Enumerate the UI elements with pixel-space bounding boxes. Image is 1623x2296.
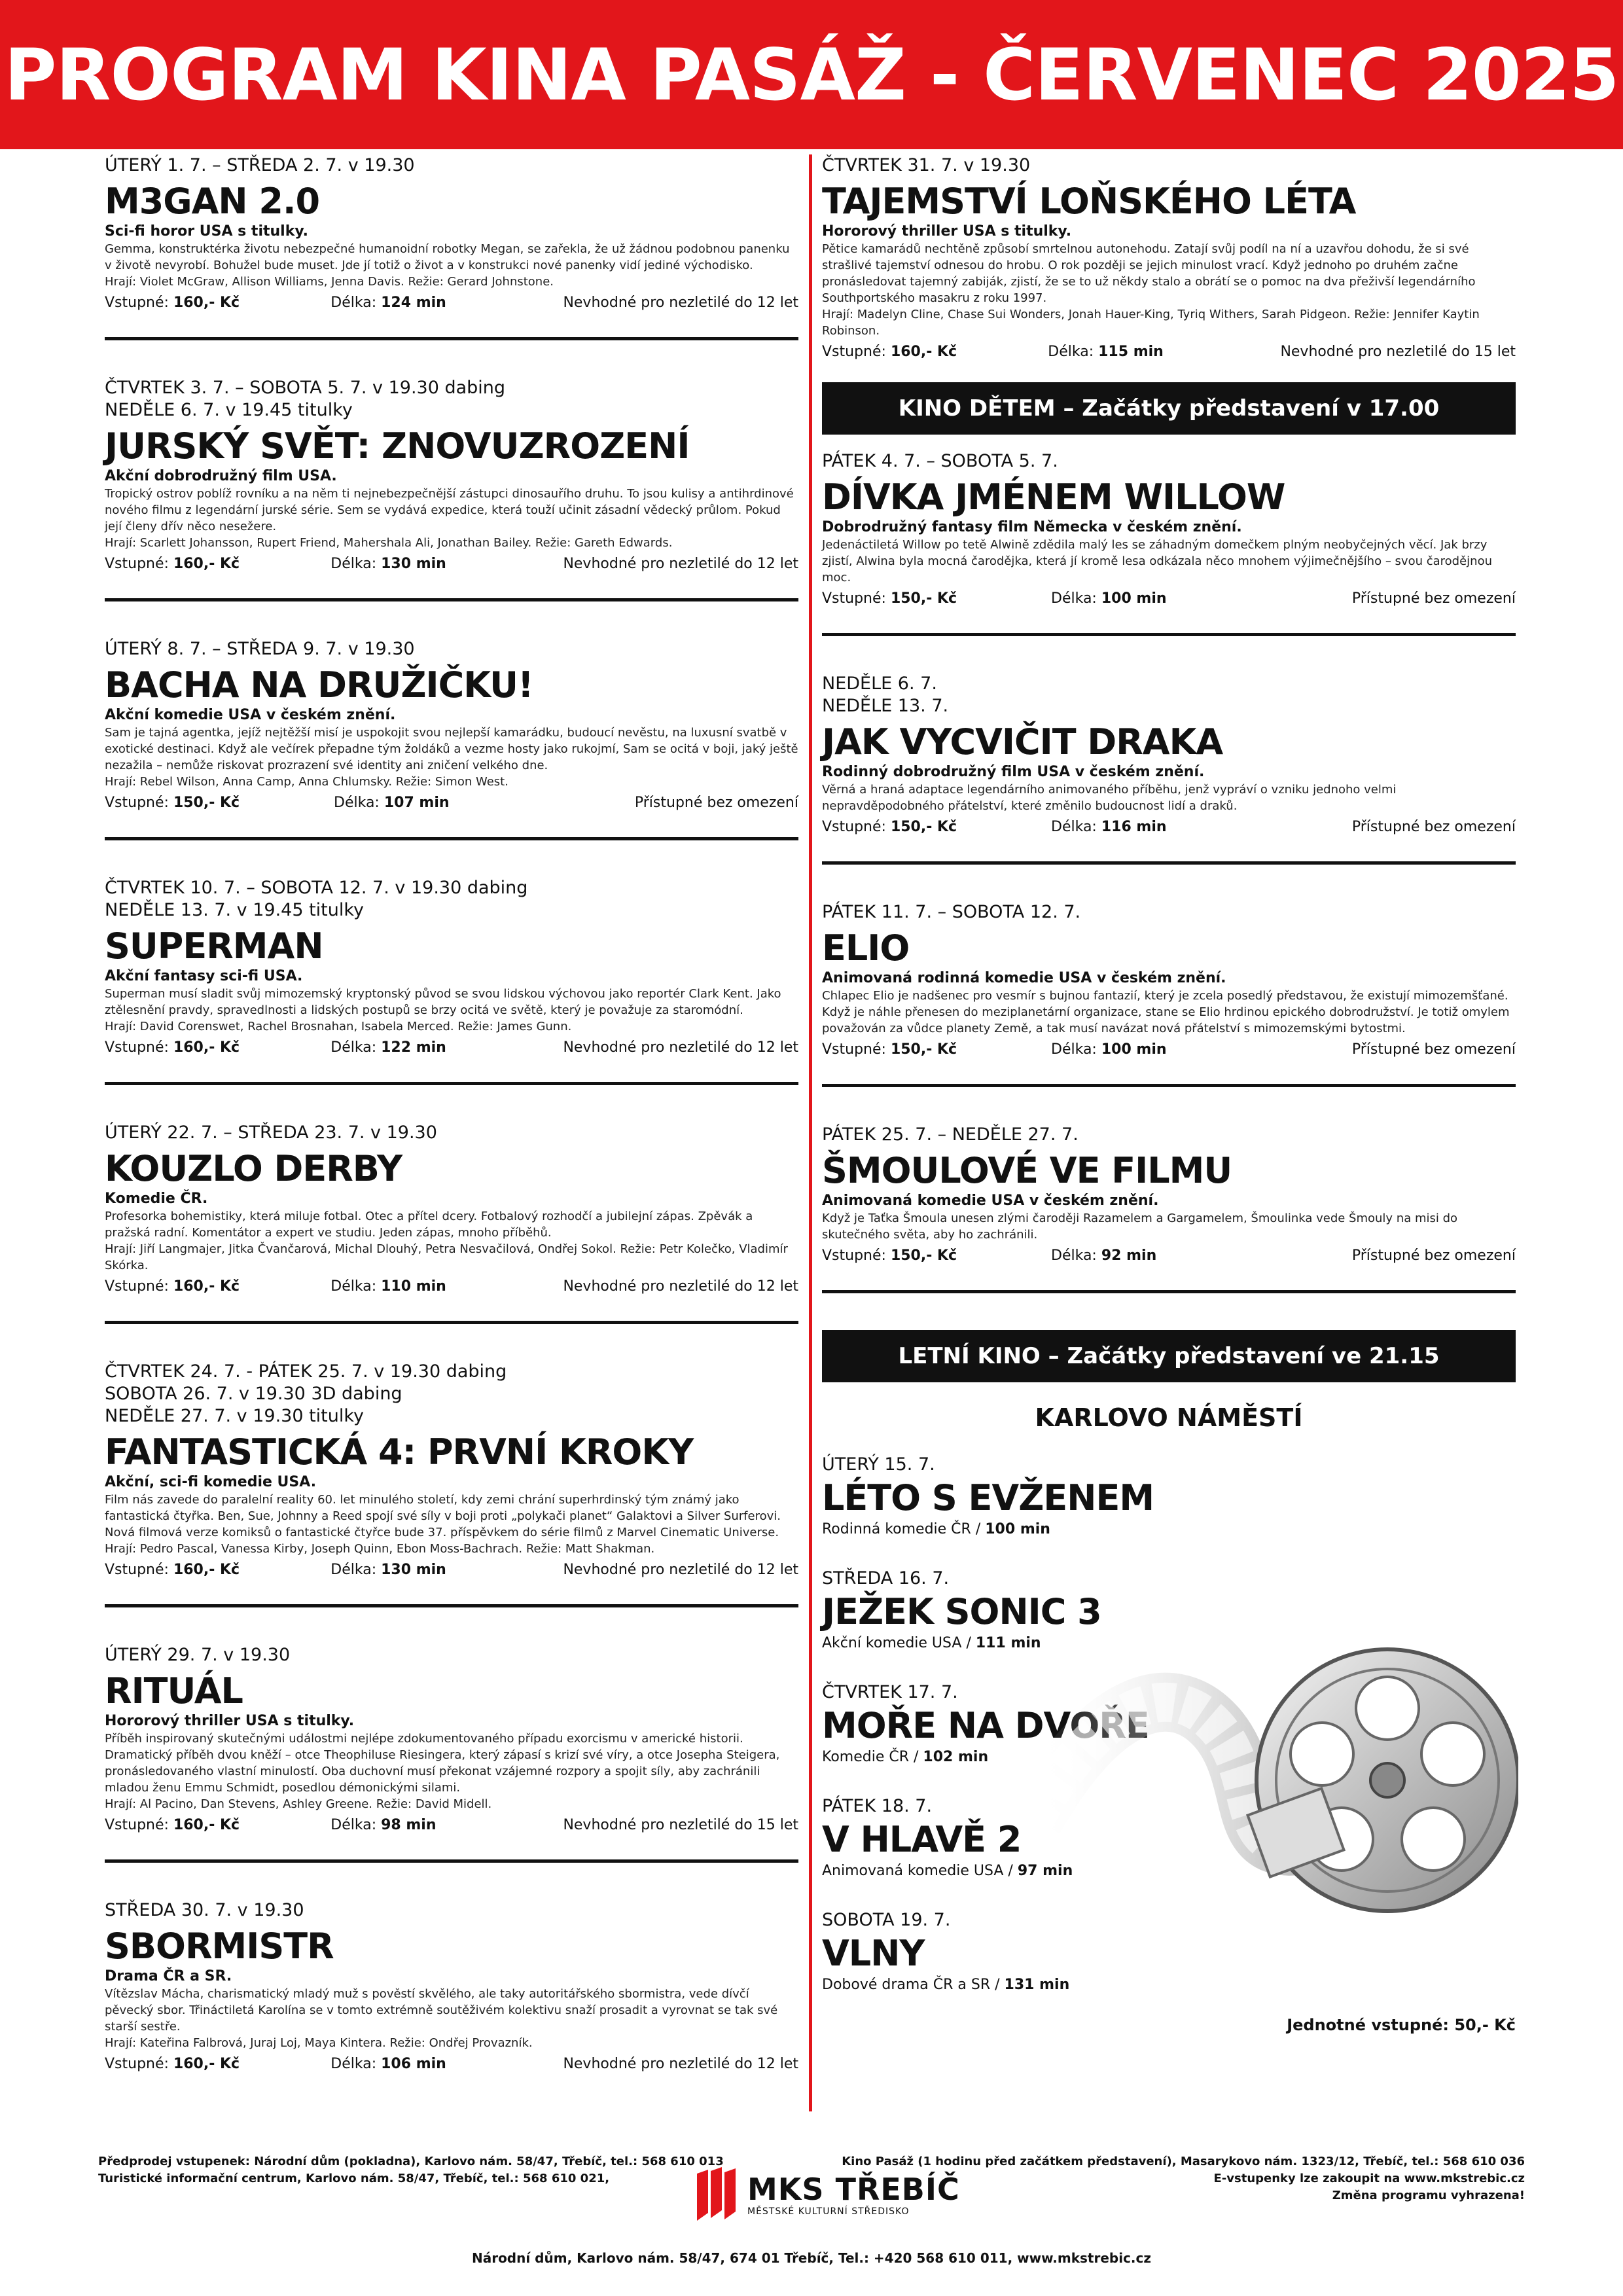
film-age-rating: Nevhodné pro nezletilé do 12 let: [563, 2056, 798, 2072]
price-value: 160,- Kč: [890, 344, 957, 360]
film-entry: [822, 1124, 1516, 1293]
film-entry: [822, 673, 1516, 865]
film-price: [105, 554, 330, 575]
film-length: [1051, 1039, 1287, 1060]
film-age-rating: Přístupné bez omezení: [1351, 1041, 1516, 1058]
section-rule: [105, 1859, 798, 1863]
film-dates: [105, 1899, 798, 1922]
film-date-line: NEDĚLE 27. 7. v 19.30 titulky: [105, 1406, 365, 1426]
film-meta: [105, 1815, 798, 1836]
price-value: 160,- Kč: [173, 1817, 240, 1833]
film-cast: Hrají: Madelyn Cline, Chase Sui Wonders, Jonah Hauer-King, Tyriq Withers, Sarah Pidgeon. Režie: Jennifer Kaytin Robinson.: [822, 308, 1480, 338]
film-length: [1048, 342, 1280, 363]
summer-genre: Dobové drama ČR a SR /: [822, 1977, 1005, 1993]
price-value: 160,- Kč: [173, 1278, 240, 1295]
film-meta: [105, 554, 798, 575]
film-reel-icon: [1021, 1623, 1518, 1990]
film-price: [105, 2054, 330, 2075]
film-dates: [822, 450, 1516, 473]
length-value: 115 min: [1098, 344, 1164, 360]
film-list-kids: [822, 450, 1516, 1293]
film-age-rating: Přístupné bez omezení: [1351, 590, 1516, 607]
film-date-line: ÚTERÝ 29. 7. v 19.30: [105, 1645, 291, 1665]
film-date-line: ÚTERÝ 8. 7. – STŘEDA 9. 7. v 19.30: [105, 639, 415, 659]
summer-film: [822, 1453, 1516, 1539]
film-meta: [822, 817, 1516, 838]
film-genre: Akční dobrodružný film USA.: [105, 468, 337, 484]
section-rule: [822, 1084, 1516, 1087]
price-value: 160,- Kč: [173, 1039, 240, 1056]
price-label: Vstupné:: [105, 1039, 173, 1056]
film-meta: [822, 588, 1516, 609]
film-entry: [105, 1644, 798, 1863]
price-value: 150,- Kč: [890, 819, 957, 835]
film-dates: [105, 377, 798, 422]
film-description: Když je Taťka Šmoula unesen zlými čaroději Razamelem a Gargamelem, Šmoulinka vede Šmouly na misi do skutečného světa, aby ho zachránili.: [822, 1211, 1458, 1242]
summer-length: 102 min: [923, 1749, 989, 1765]
film-genre: Animovaná rodinná komedie USA v českém znění.: [822, 970, 1226, 986]
section-rule: [822, 1290, 1516, 1293]
film-description: Jedenáctiletá Willow po tetě Alwině zdědila malý les se záhadným domečkem plným neobyčejných věcí. Jak brzy zjistí, Alwina byla mocná čarodějka, která jí kromě lesa odkázala něco mnohem výjimečnějšího – svou čarodějnou moc.: [822, 538, 1492, 584]
price-value: 150,- Kč: [890, 1041, 957, 1058]
film-price: [822, 1039, 1051, 1060]
film-meta: [105, 793, 798, 814]
length-label: Délka:: [330, 2056, 382, 2072]
film-price: [105, 1560, 330, 1581]
film-cast: Hrají: Jiří Langmajer, Jitka Čvančarová, Michal Dlouhý, Petra Nesvačilová, Ondřej Sokol. Režie: Petr Kolečko, Vladimír Skórka.: [105, 1242, 788, 1272]
film-description: Sam je tajná agentka, jejíž nejtěžší misí je uspokojit svou nejlepší kamarádku, budoucí nevěstu, na luxusní svatbě v exotické destinaci. Když ale večírek přepadne tým žoldáků a vezme hosty jako rukojmí, Sam se ocitá v boji, jaký ještě nezažila – nemůže riskovat prozrazení své identity ani zničení velkého dne.: [105, 726, 798, 772]
summer-price: Jednotné vstupné: 50,- Kč: [1287, 2016, 1516, 2034]
film-age-rating: Přístupné bez omezení: [1351, 819, 1516, 835]
film-title: SBORMISTR: [105, 1926, 334, 1967]
film-age-rating: Nevhodné pro nezletilé do 15 let: [563, 1817, 798, 1833]
film-price: [822, 817, 1051, 838]
film-dates: [822, 154, 1516, 177]
film-description: Superman musí sladit svůj mimozemský kryptonský původ se svou lidskou výchovou jako reportér Clark Kent. Jako ztělesnění pravdy, spravedlnosti a lidských postupů se brzy ocitá ve světě, který je považuje za staromódní.: [105, 987, 781, 1017]
length-value: 106 min: [381, 2056, 446, 2072]
film-title: BACHA NA DRUŽIČKU!: [105, 664, 533, 706]
summer-date: ČTVRTEK 17. 7.: [822, 1682, 958, 1702]
film-title: KOUZLO DERBY: [105, 1148, 402, 1189]
length-label: Délka:: [330, 1278, 382, 1295]
film-entry: [105, 638, 798, 840]
price-label: Vstupné:: [105, 556, 173, 572]
price-label: Vstupné:: [105, 1562, 173, 1578]
film-dates: [105, 877, 798, 922]
film-entry: [105, 154, 798, 340]
film-price: [105, 793, 334, 814]
film-title: JURSKÝ SVĚT: ZNOVUZROZENÍ: [105, 425, 690, 467]
film-genre: Sci-fi horor USA s titulky.: [105, 223, 309, 240]
film-description: Věrná a hraná adaptace legendárního animovaného příběhu, jenž vypráví o vzniku jednoho velmi nepravděpodobného přátelství, které změnilo budoucnost lidí a draků.: [822, 783, 1397, 813]
film-genre: Akční fantasy sci-fi USA.: [105, 968, 303, 984]
section-rule: [822, 861, 1516, 865]
footer-right: Kino Pasáž (1 hodinu před začátkem představení), Masarykovo nám. 1323/12, Třebíč, tel.: 568 610 036 E-vstupenky lze zakoupit na www.mkstrebic.cz Změna programu vyhrazena!: [842, 2155, 1525, 2202]
film-length: [330, 1276, 563, 1297]
summer-place: KARLOVO NÁMĚSTÍ: [1035, 1403, 1303, 1432]
film-genre: Dobrodružný fantasy film Německa v českém znění.: [822, 519, 1242, 535]
film-description: Chlapec Elio je nadšenec pro vesmír s bujnou fantazií, který je zcela posedlý představou, že existují mimozemšťané. Když je náhle přenesen do meziplanetární organizace, stane se Elio hrdinou epického dobrodružství. Je totiž omylem považován za vůdce planety Země, a tak musí navázat nová přátelství s mimozemskými bytostmi.: [822, 989, 1510, 1035]
film-dates: [105, 1361, 798, 1427]
price-value: 150,- Kč: [890, 590, 957, 607]
summer-genre: Rodinná komedie ČR /: [822, 1521, 986, 1537]
length-label: Délka:: [334, 795, 384, 811]
film-price: [105, 1276, 330, 1297]
length-value: 124 min: [381, 295, 446, 311]
film-genre: Akční, sci-fi komedie USA.: [105, 1474, 317, 1490]
length-value: 130 min: [381, 1562, 446, 1578]
summer-info: [822, 1520, 1516, 1539]
price-value: 150,- Kč: [173, 795, 240, 811]
film-cast: Hrají: Kateřina Falbrová, Juraj Loj, Maya Kintera. Režie: Ondřej Provazník.: [105, 2036, 533, 2050]
film-length: [1051, 817, 1287, 838]
price-value: 160,- Kč: [173, 295, 240, 311]
summer-genre: Komedie ČR /: [822, 1749, 923, 1765]
summer-length: 111 min: [975, 1635, 1041, 1651]
summer-title: V HLAVĚ 2: [822, 1819, 1022, 1860]
length-label: Délka:: [1051, 1247, 1101, 1264]
film-date-line: NEDĚLE 6. 7.: [822, 673, 937, 694]
length-value: 122 min: [381, 1039, 446, 1056]
film-dates: [105, 154, 798, 177]
section-rule: [105, 337, 798, 340]
film-length: [330, 1560, 563, 1581]
film-age-rating: Nevhodné pro nezletilé do 12 let: [563, 1039, 798, 1056]
film-meta: [822, 342, 1516, 363]
film-dates: [822, 901, 1516, 924]
length-label: Délka:: [1051, 1041, 1101, 1058]
length-label: Délka:: [1051, 590, 1101, 607]
summer-date: PÁTEK 18. 7.: [822, 1796, 933, 1816]
film-cast: Hrají: Pedro Pascal, Vanessa Kirby, Joseph Quinn, Ebon Moss-Bachrach. Režie: Matt Shakman.: [105, 1542, 655, 1556]
film-meta: [822, 1039, 1516, 1060]
film-length: [330, 554, 563, 575]
price-label: Vstupné:: [105, 1817, 173, 1833]
film-age-rating: Přístupné bez omezení: [634, 795, 798, 811]
film-date-line: STŘEDA 30. 7. v 19.30: [105, 1900, 304, 1920]
section-rule: [105, 598, 798, 601]
film-meta: [105, 293, 798, 314]
film-date-line: PÁTEK 25. 7. – NEDĚLE 27. 7.: [822, 1124, 1079, 1145]
film-entry: [105, 1899, 798, 2075]
price-value: 150,- Kč: [890, 1247, 957, 1264]
film-title: SUPERMAN: [105, 925, 323, 967]
film-meta: [105, 1037, 798, 1058]
film-entry: [105, 877, 798, 1085]
price-label: Vstupné:: [822, 590, 891, 607]
film-entry: [822, 450, 1516, 636]
film-genre: Drama ČR a SR.: [105, 1968, 232, 1984]
film-description: Gemma, konstruktérka životu nebezpečné humanoidní robotky Megan, se zařekla, že už žádnou podobnou panenku v životě nevyrobí. Bohužel bude muset. Jde jí totiž o život a v konstrukci nové panenky vidí jediné východisko.: [105, 242, 790, 272]
page-header: [0, 0, 1623, 149]
film-genre: Rodinný dobrodružný film USA v českém znění.: [822, 764, 1205, 780]
film-title: JAK VYCVIČIT DRAKA: [822, 721, 1223, 762]
film-date-line: ČTVRTEK 31. 7. v 19.30: [822, 155, 1031, 175]
film-age-rating: Nevhodné pro nezletilé do 12 let: [563, 295, 798, 311]
price-value: 160,- Kč: [173, 1562, 240, 1578]
summer-title: VLNY: [822, 1933, 925, 1974]
summer-genre: Akční komedie USA /: [822, 1635, 976, 1651]
film-date-line: PÁTEK 4. 7. – SOBOTA 5. 7.: [822, 451, 1058, 471]
film-title: ELIO: [822, 927, 910, 969]
film-description: Profesorka bohemistiky, která miluje fotbal. Otec a přítel dcery. Fotbalový rozhodčí a jubilejní zápas. Zpěvák a pražská radní. Komentátor a expert ve studiu. Jeden zápas, mnoho příběhů.: [105, 1210, 753, 1240]
mks-logo: MKS TŘEBÍČ MĚSTSKÉ KULTURNÍ STŘEDISKO: [694, 2164, 960, 2227]
film-genre: Hororový thriller USA s titulky.: [822, 223, 1072, 240]
film-title: TAJEMSTVÍ LOŇSKÉHO LÉTA: [822, 181, 1356, 222]
mks-logo-icon: [694, 2167, 740, 2223]
footer-bottom: Národní dům, Karlovo nám. 58/47, 674 01 Třebíč, Tel.: +420 568 610 011, www.mkstrebic.cz: [471, 2250, 1152, 2266]
film-title: DÍVKA JMÉNEM WILLOW: [822, 476, 1285, 518]
price-label: Vstupné:: [822, 1041, 891, 1058]
film-length: [330, 2054, 563, 2075]
film-cast: Hrají: Scarlett Johansson, Rupert Friend, Mahershala Ali, Jonathan Bailey. Režie: Gareth Edwards.: [105, 536, 673, 550]
section-rule: [822, 633, 1516, 636]
length-label: Délka:: [330, 556, 382, 572]
length-value: 130 min: [381, 556, 446, 572]
film-description: Pětice kamarádů nechtěně způsobí smrtelnou autonehodu. Zatají svůj podíl na ní a uzavřou dohodu, že si své strašlivé tajemství odnesou do hrobu. O rok později se jejich minulost vrací. Když jednoho po druhém začne pronásledovat tajemný zabiják, zjistí, že se to už někdy stalo a obrátí se o pomoc na dva přeživší legendárního Southportského masakru z roku 1997.: [822, 242, 1476, 305]
film-age-rating: Přístupné bez omezení: [1351, 1247, 1516, 1264]
film-genre: Hororový thriller USA s titulky.: [105, 1713, 355, 1729]
length-value: 98 min: [381, 1817, 437, 1833]
film-length: [1051, 588, 1287, 609]
film-title: M3GAN 2.0: [105, 181, 320, 222]
film-dates: [105, 1122, 798, 1144]
summer-title: MOŘE NA DVOŘE: [822, 1705, 1149, 1746]
film-price: [822, 1246, 1051, 1266]
film-cast: Hrají: Violet McGraw, Allison Williams, Jenna Davis. Režie: Gerard Johnstone.: [105, 275, 554, 289]
summer-length: 131 min: [1004, 1977, 1070, 1993]
price-label: Vstupné:: [822, 819, 891, 835]
film-dates: [822, 1124, 1516, 1146]
film-description: Tropický ostrov poblíž rovníku a na něm ti nejnebezpečnější zástupci dinosauřího druhu. To jsou kulisy a antihrdinové nového filmu z legendární jurské série. Sem se vydává expedice, která touží učinit zásadní vědecký průlom. Pokud její členy dřív něco nesežere.: [105, 487, 794, 533]
film-date-line: ČTVRTEK 10. 7. – SOBOTA 12. 7. v 19.30 dabing: [105, 878, 528, 898]
kids-banner: KINO DĚTEM – Začátky představení v 17.00: [822, 382, 1516, 435]
film-dates: [105, 638, 798, 660]
length-label: Délka:: [330, 1039, 382, 1056]
film-date-line: NEDĚLE 13. 7. v 19.45 titulky: [105, 900, 365, 920]
film-price: [105, 293, 330, 314]
film-date-line: ÚTERÝ 1. 7. – STŘEDA 2. 7. v 19.30: [105, 155, 415, 175]
column-divider: [809, 154, 812, 2111]
film-meta: [822, 1246, 1516, 1266]
price-value: 160,- Kč: [173, 556, 240, 572]
film-list-evening: [822, 154, 1516, 363]
summer-genre: Animovaná komedie USA /: [822, 1863, 1018, 1879]
film-date-line: ÚTERÝ 22. 7. – STŘEDA 23. 7. v 19.30: [105, 1122, 437, 1143]
film-price: [822, 588, 1051, 609]
length-value: 92 min: [1101, 1247, 1157, 1264]
film-length: [334, 793, 569, 814]
length-label: Délka:: [330, 295, 382, 311]
film-entry: [105, 377, 798, 601]
length-value: 100 min: [1101, 590, 1167, 607]
film-entry: [822, 901, 1516, 1087]
film-date-line: ČTVRTEK 24. 7. - PÁTEK 25. 7. v 19.30 dabing: [105, 1361, 507, 1382]
summer-date: STŘEDA 16. 7.: [822, 1568, 950, 1588]
summer-length: 97 min: [1017, 1863, 1073, 1879]
film-age-rating: Nevhodné pro nezletilé do 15 let: [1280, 344, 1516, 360]
length-value: 116 min: [1101, 819, 1167, 835]
summer-date: SOBOTA 19. 7.: [822, 1910, 951, 1930]
film-description: Film nás zavede do paralelní reality 60. let minulého století, kdy zemi chrání superhrdinský tým známý jako fantastická čtyřka. Ben, Sue, Johnny a Reed spojí své síly v boji proti „polykači planet“ Galaktovi a Silver Surferovi. Nová filmová verze komiksů o fantastické čtyřce bude 37. příspěvkem do série filmů z Marvel Cinematic Universe.: [105, 1493, 781, 1539]
film-entry: [822, 154, 1516, 363]
film-age-rating: Nevhodné pro nezletilé do 12 let: [563, 1278, 798, 1295]
film-length: [1051, 1246, 1287, 1266]
film-date-line: PÁTEK 11. 7. – SOBOTA 12. 7.: [822, 902, 1081, 922]
film-title: RITUÁL: [105, 1670, 243, 1712]
section-rule: [105, 1604, 798, 1607]
section-rule: [105, 1082, 798, 1085]
price-label: Vstupné:: [105, 1278, 173, 1295]
film-price: [822, 342, 1048, 363]
film-length: [330, 1037, 563, 1058]
film-cast: Hrají: Rebel Wilson, Anna Camp, Anna Chlumsky. Režie: Simon West.: [105, 775, 508, 789]
summer-length: 100 min: [985, 1521, 1050, 1537]
summer-date: ÚTERÝ 15. 7.: [822, 1454, 935, 1475]
section-rule: [105, 1321, 798, 1324]
film-price: [105, 1815, 330, 1836]
film-dates: [105, 1644, 798, 1666]
film-date-line: NEDĚLE 13. 7.: [822, 696, 949, 716]
film-description: Vítězslav Mácha, charismatický mladý muž s pověstí skvělého, ale taky autoritářského sbormistra, vede dívčí pěvecký sbor. Třináctiletá Karolína se v tomto extrémně soutěživém kolektivu snaží prosadit a vyrovnat se tak své starší sestře.: [105, 1987, 778, 2034]
film-length: [330, 293, 563, 314]
page-title: PROGRAM KINA PASÁŽ - ČERVENEC 2025: [4, 33, 1619, 117]
length-value: 110 min: [381, 1278, 446, 1295]
length-value: 107 min: [383, 795, 450, 811]
film-length: [330, 1815, 563, 1836]
film-date-line: ČTVRTEK 3. 7. – SOBOTA 5. 7. v 19.30 dabing: [105, 378, 506, 398]
film-description: Příběh inspirovaný skutečnými událostmi nejlépe zdokumentovaného případu exorcismu v americké historii. Dramatický příběh dvou kněží – otce Theophiluse Riesingera, který zápasí s krizí své víry, a otce Josepha Steigera, pronásledovaného vlastní minulostí. Oba duchovní musí překonat vzájemné rozpory a spojit síly, aby zachránili mladou ženu Emmu Schmidt, posedlou démonickými silami.: [105, 1732, 780, 1795]
film-title: ŠMOULOVÉ VE FILMU: [822, 1150, 1232, 1191]
film-dates: [822, 673, 1516, 717]
film-genre: Akční komedie USA v českém znění.: [105, 707, 396, 723]
film-date-line: NEDĚLE 6. 7. v 19.45 titulky: [105, 400, 353, 420]
left-column: [105, 154, 798, 2075]
price-label: Vstupné:: [105, 2056, 173, 2072]
length-label: Délka:: [1051, 819, 1101, 835]
price-value: 160,- Kč: [173, 2056, 240, 2072]
film-entry: [105, 1361, 798, 1607]
film-title: FANTASTICKÁ 4: PRVNÍ KROKY: [105, 1431, 694, 1473]
summer-title: JEŽEK SONIC 3: [822, 1591, 1101, 1632]
section-rule: [105, 837, 798, 840]
price-label: Vstupné:: [105, 795, 173, 811]
film-meta: [105, 2054, 798, 2075]
footer-left: Předprodej vstupenek: Národní dům (pokladna), Karlovo nám. 58/47, Třebíč, tel.: 568 610 013 Turistické informační centrum, Karlovo nám. 58/47, Třebíč, tel.: 568 610 021,: [98, 2155, 724, 2185]
price-label: Vstupné:: [822, 344, 891, 360]
film-genre: Komedie ČR.: [105, 1191, 208, 1207]
length-value: 100 min: [1101, 1041, 1167, 1058]
film-meta: [105, 1276, 798, 1297]
summer-title: LÉTO S EVŽENEM: [822, 1477, 1154, 1518]
price-label: Vstupné:: [105, 295, 173, 311]
film-date-line: SOBOTA 26. 7. v 19.30 3D dabing: [105, 1384, 402, 1404]
film-cast: Hrají: Al Pacino, Dan Stevens, Ashley Greene. Režie: David Midell.: [105, 1797, 492, 1811]
film-age-rating: Nevhodné pro nezletilé do 12 let: [563, 1562, 798, 1578]
film-genre: Animovaná komedie USA v českém znění.: [822, 1193, 1159, 1209]
film-price: [105, 1037, 330, 1058]
summer-banner: LETNÍ KINO – Začátky představení ve 21.15: [822, 1330, 1516, 1382]
length-label: Délka:: [330, 1562, 382, 1578]
film-entry: [105, 1122, 798, 1324]
length-label: Délka:: [330, 1817, 382, 1833]
length-label: Délka:: [1048, 344, 1099, 360]
film-meta: [105, 1560, 798, 1581]
film-cast: Hrají: David Corenswet, Rachel Brosnahan, Isabela Merced. Režie: James Gunn.: [105, 1020, 572, 1033]
price-label: Vstupné:: [822, 1247, 891, 1264]
film-age-rating: Nevhodné pro nezletilé do 12 let: [563, 556, 798, 572]
